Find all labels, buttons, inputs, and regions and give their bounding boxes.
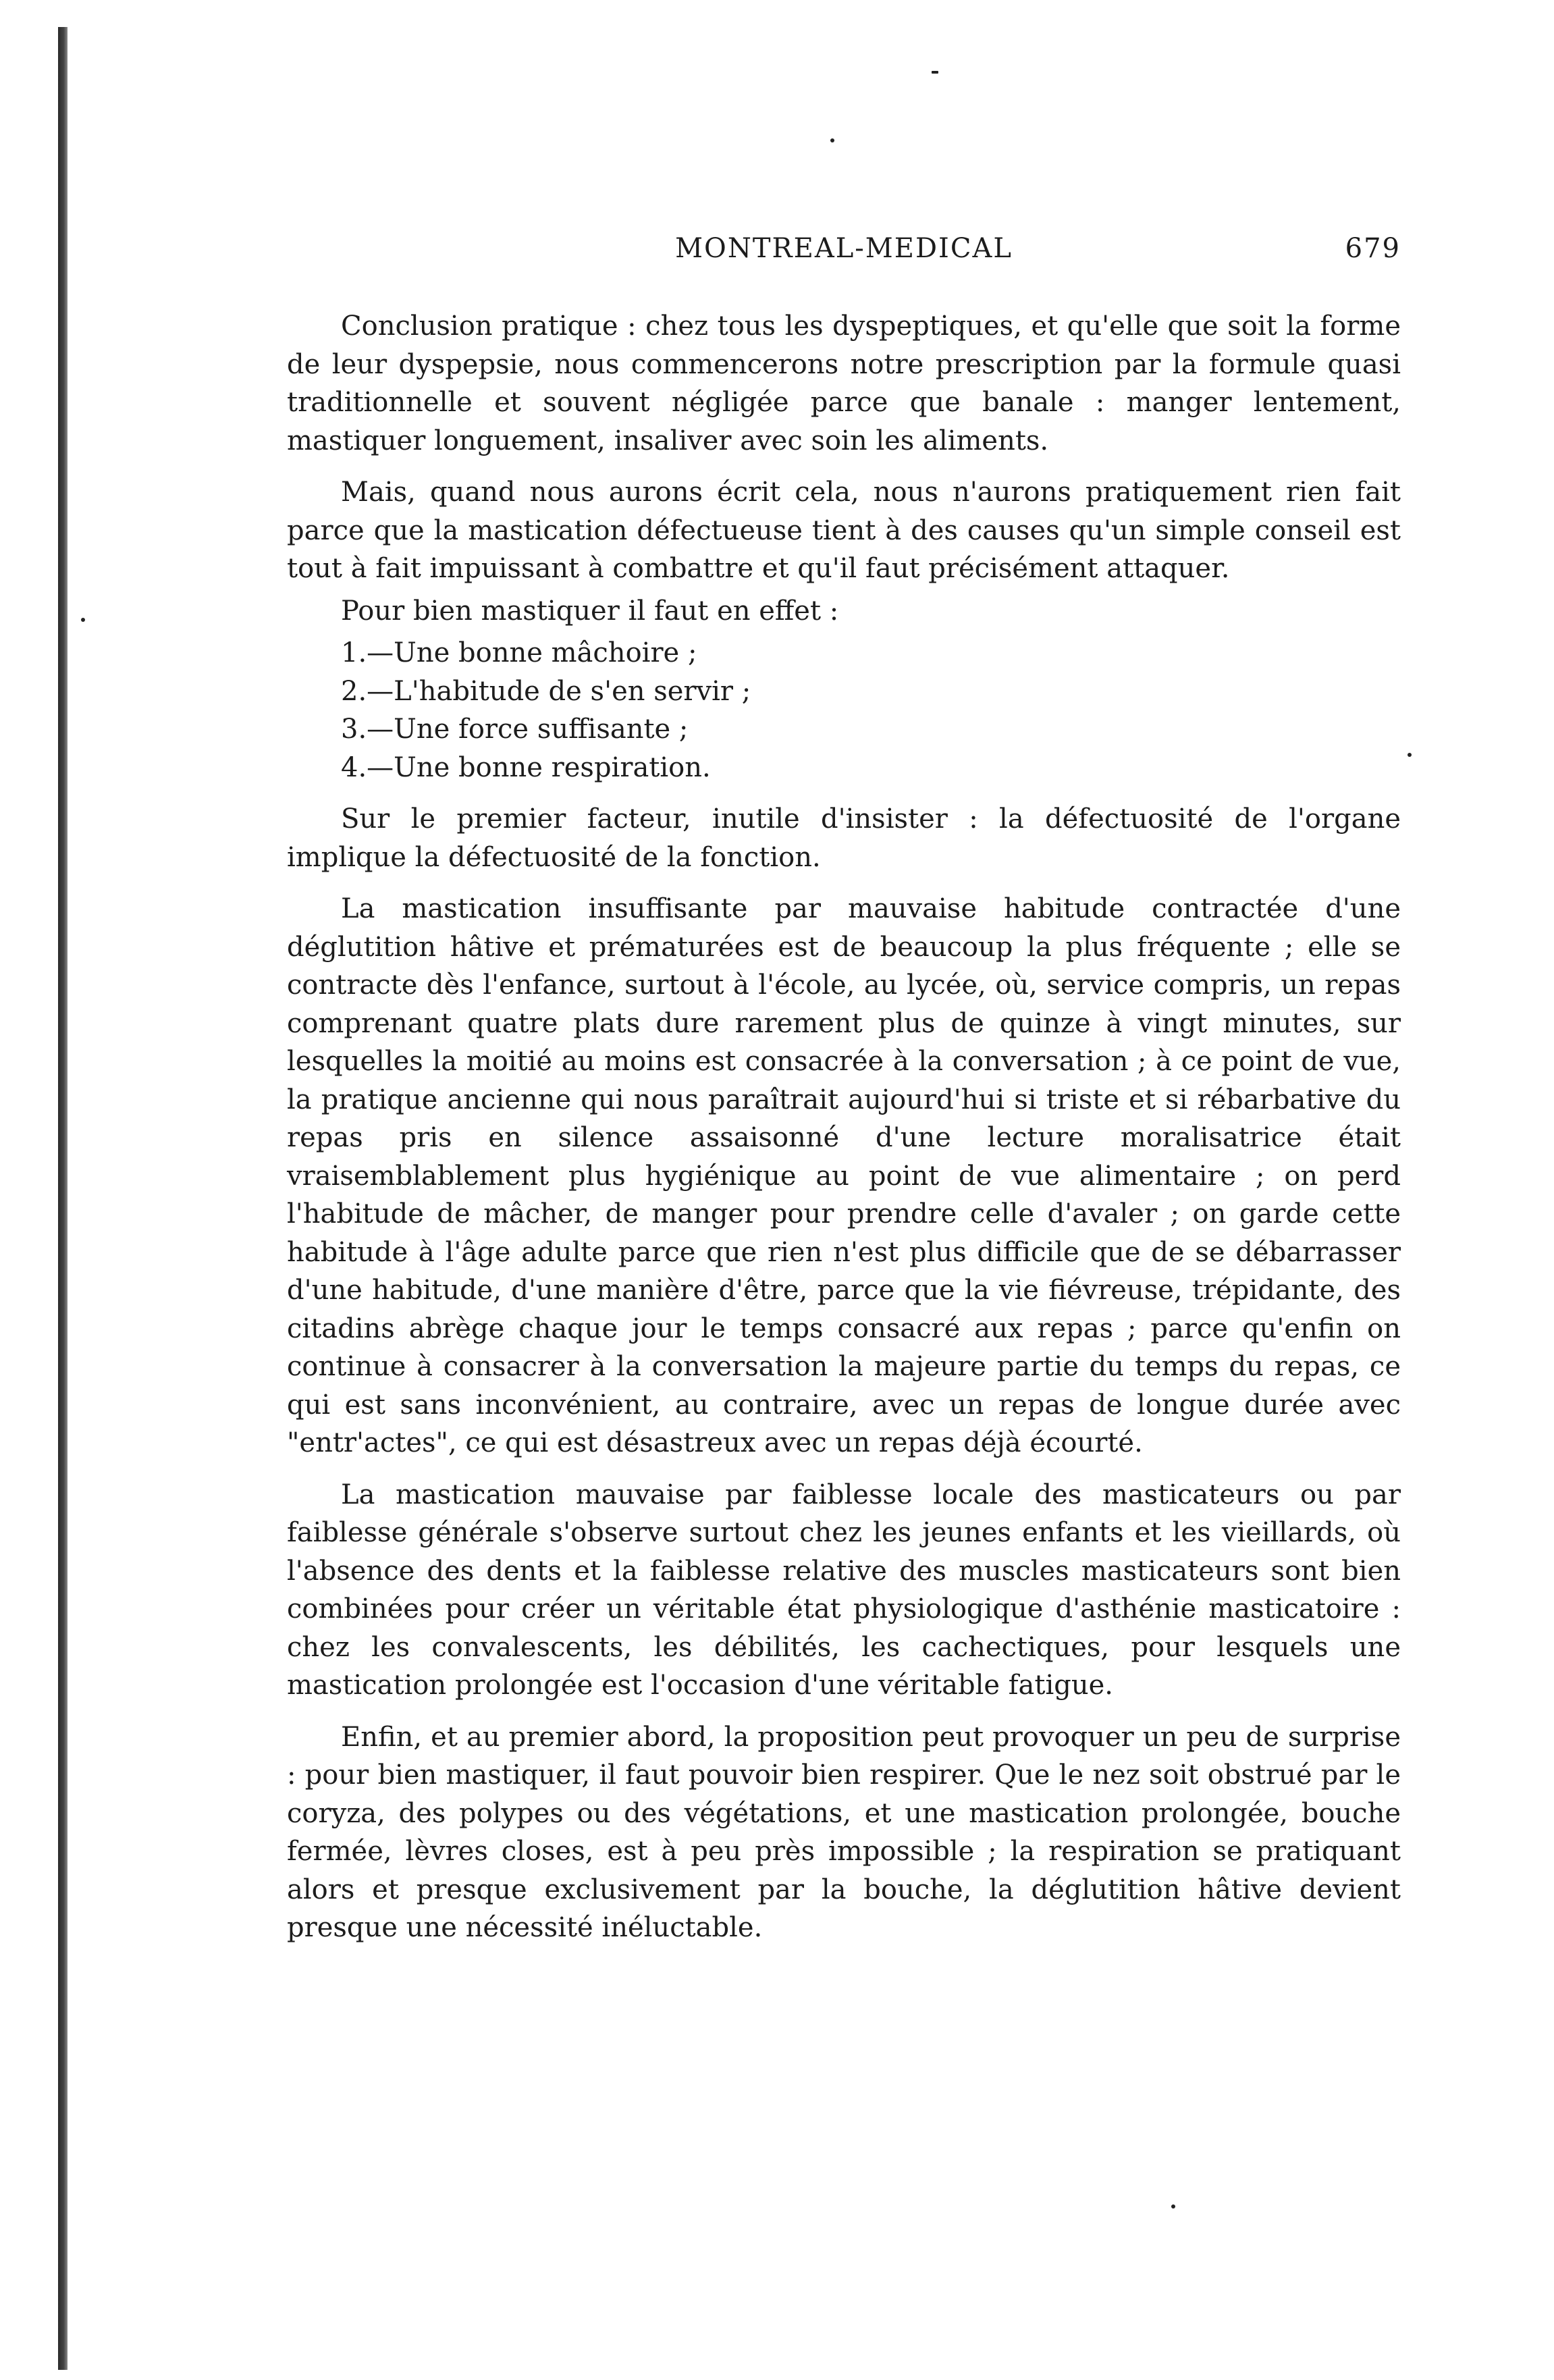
print-speck bbox=[1171, 2204, 1175, 2209]
list-item: 2.—L'habitude de s'en servir ; bbox=[341, 675, 751, 707]
list-item: 1.—Une bonne mâchoire ; bbox=[341, 637, 697, 668]
print-speck bbox=[1408, 753, 1412, 757]
binding-edge bbox=[58, 27, 68, 2370]
requirements-list bbox=[287, 634, 1401, 787]
list-item: 4.—Une bonne respiration. bbox=[341, 751, 711, 783]
print-speck bbox=[932, 71, 938, 74]
paragraph-premier-facteur: Sur le premier facteur, inutile d'insister : la défectuosité de l'organe implique la défectuosité de la fonction. bbox=[287, 803, 1401, 873]
paragraph-mauvaise-habitude: La mastication insuffisante par mauvaise habitude contractée d'une déglutition hâtive et prématurées est de beaucoup la plus fréquente ; elle se contracte dès l'enfance, surtout à l'école, au lycée, où, service compris, un repas comprenant quatre plats dure rarement plus de quinze à vingt minutes, sur lesquelles la moitié au moins est consacrée à la conversation ; à ce point de vue, la pratique ancienne qui nous paraîtrait aujourd'hui si triste et si rébarbative du repas pris en silence assaisonné d'une lecture moralisatrice était vraisemblablement plus hygiénique au point de vue alimentaire ; on perd l'habitude de mâcher, de manger pour prendre celle d'avaler ; on garde cette habitude à l'âge adulte parce que rien n'est plus difficile que de se débarrasser d'une habitude, d'une manière d'être, parce que la vie fiévreuse, trépidante, des citadins abrège chaque jour le temps consacré aux repas ; parce qu'enfin on continue à consacrer à la conversation la majeure partie du temps du repas, ce qui est sans inconvénient, au contraire, avec un repas de longue durée avec "entr'actes", ce qui est désastreux avec un repas déjà écourté. bbox=[287, 893, 1401, 1458]
running-title: MONTREAL-MEDICAL bbox=[675, 233, 1013, 264]
page-number: 679 bbox=[1345, 233, 1401, 264]
page bbox=[287, 233, 1401, 1961]
paragraph-mais: Mais, quand nous aurons écrit cela, nous n'aurons pratiquement rien fait parce que la mastication défectueuse tient à des causes qu'un simple conseil est tout à fait impuissant à combattre et qu'il faut précisément attaquer. bbox=[287, 477, 1401, 584]
paragraph-faiblesse: La mastication mauvaise par faiblesse locale des masticateurs ou par faiblesse générale s'observe surtout chez les jeunes enfants et les vieillards, où l'absence des dents et la faiblesse relative des muscles masticateurs sont bien combinées pour créer un véritable état physiologique d'asthénie masticatoire : chez les convalescents, les débilités, les cachectiques, pour lesquels une mastication prolongée est l'occasion d'une véritable fatigue. bbox=[287, 1479, 1401, 1701]
paragraph-respiration: Enfin, et au premier abord, la proposition peut provoquer un peu de surprise : pour bien mastiquer, il faut pouvoir bien respirer. Que le nez soit obstrué par le coryza, des polypes ou des végétations, et une mastication prolongée, bouche fermée, lèvres closes, est à peu près impossible ; la respiration se pratiquant alors et presque exclusivement par la bouche, la déglutition hâtive devient presque une nécessité inéluctable. bbox=[287, 1721, 1401, 1943]
paragraph-pour-bien: Pour bien mastiquer il faut en effet : bbox=[341, 595, 839, 627]
print-speck bbox=[830, 138, 834, 142]
print-speck bbox=[81, 618, 85, 622]
body-text bbox=[287, 307, 1401, 1947]
paragraph-conclusion: Conclusion pratique : chez tous les dyspeptiques, et qu'elle que soit la forme de leur dyspepsie, nous commencerons notre prescription par la formule quasi traditionnelle et souvent négligée parce que banale : manger lentement, mastiquer longuement, insaliver avec soin les aliments. bbox=[287, 311, 1401, 456]
running-head bbox=[287, 233, 1401, 273]
list-item: 3.—Une force suffisante ; bbox=[341, 714, 689, 745]
